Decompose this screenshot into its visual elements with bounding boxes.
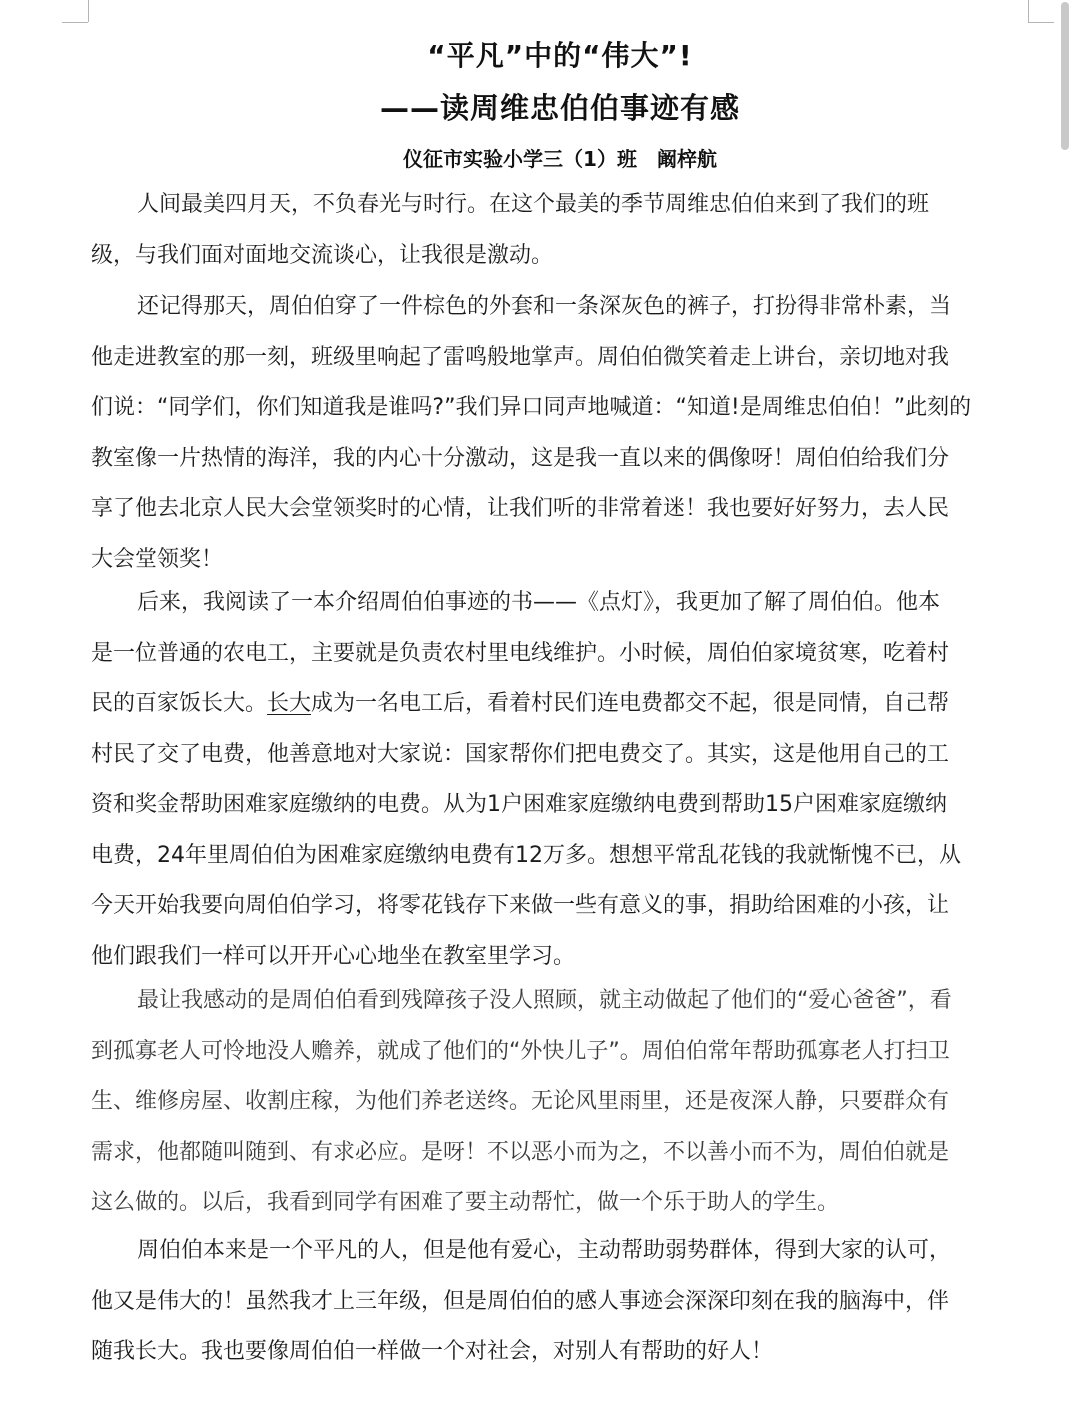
crop-mark-top-right (1028, 0, 1029, 22)
paragraph-line: 这么做的。以后，我看到同学有困难了要主动帮忙，做一个乐于助人的学生。 (91, 1190, 840, 1215)
paragraph-line: 到孤寡老人可怜地没人赡养，就成了他们的“外快儿子”。周伯伯常年帮助孤寡老人打扫卫 (91, 1038, 950, 1064)
paragraph-3 (91, 578, 1035, 982)
paragraph-line: 需求，他都随叫随到、有求必应。是呀！不以恶小而为之，不以善小而不为，周伯伯就是 (91, 1139, 950, 1165)
document-subtitle: ——读周维忠伯伯事迹有感 (379, 91, 740, 125)
paragraph-line: 电费，24年里周伯伯为困难家庭缴纳电费有12万多。想想平常乱花钱的我就惭愧不已，从 (91, 842, 961, 868)
document-title: “平凡”中的“伟大”! (427, 39, 693, 72)
paragraph-line: 人间最美四月天，不负春光与时行。在这个最美的季节周维忠伯伯来到了我们的班 (137, 192, 930, 217)
paragraph-line: 他们跟我们一样可以开开心心地坐在教室里学习。 (91, 943, 576, 969)
paragraph-line: 他又是伟大的！虽然我才上三年级，但是周伯伯的感人事迹会深深印刻在我的脑海中，伴 (91, 1288, 950, 1314)
paragraph-line: 最让我感动的是周伯伯看到残障孩子没人照顾，就主动做起了他们的“爱心爸爸”，看 (137, 988, 952, 1013)
line-segment: 成为一名电工后，看着村民们连电费都交不起，很是同情，自己帮 (311, 691, 950, 716)
crop-mark-top-left (62, 22, 88, 23)
paragraph-line: 是一位普通的农电工，主要就是负责农村里电线维护。小时候，周伯伯家境贫寒，吃着村 (91, 640, 950, 666)
crop-mark-top-left (88, 0, 89, 22)
paragraph-line: 周伯伯本来是一个平凡的人，但是他有爱心，主动帮助弱势群体，得到大家的认可， (137, 1238, 952, 1263)
paragraph-line: 们说：“同学们，你们知道我是谁吗?”我们异口同声地喊道：“知道!是周维忠伯伯！”此刻的 (91, 395, 972, 420)
paragraph-line (91, 679, 1035, 730)
paragraph-1 (91, 180, 1035, 281)
crop-mark-top-right (1028, 22, 1054, 23)
paragraph-line: 还记得那天，周伯伯穿了一件棕色的外套和一条深灰色的裤子，打扮得非常朴素，当 (137, 294, 952, 319)
paragraph-2 (91, 282, 1035, 585)
paragraph-line: 他走进教室的那一刻，班级里响起了雷鸣般地掌声。周伯伯微笑着走上讲台，亲切地对我 (91, 344, 950, 370)
vertical-scrollbar[interactable] (1059, 0, 1071, 1412)
author-byline: 仪征市实验小学三（1）班 阚梓航 (403, 147, 717, 171)
line-segment: 民的百家饭长大。 (91, 691, 268, 716)
paragraph-5 (91, 1226, 1035, 1378)
paragraph-line: 教室像一片热情的海洋，我的内心十分激动，这是我一直以来的偶像呀！周伯伯给我们分 (91, 445, 950, 471)
paragraph-line: 资和奖金帮助困难家庭缴纳的电费。从为1户困难家庭缴纳电费到帮助15户困难家庭缴纳 (91, 792, 947, 817)
paragraph-line: 享了他去北京人民大会堂领奖时的心情，让我们听的非常着迷！我也要好好努力，去人民 (91, 496, 950, 521)
paragraph-line: 随我长大。我也要像周伯伯一样做一个对社会，对别人有帮助的好人！ (91, 1339, 774, 1364)
paragraph-line: 生、维修房屋、收割庄稼，为他们养老送终。无论风里雨里，还是夜深人静，只要群众有 (91, 1089, 950, 1114)
paragraph-4 (91, 976, 1035, 1229)
scrollbar-thumb[interactable] (1061, 2, 1069, 150)
paragraph-line: 级，与我们面对面地交流谈心，让我很是激动。 (91, 242, 554, 268)
paragraph-line: 后来，我阅读了一本介绍周伯伯事迹的书——《点灯》，我更加了解了周伯伯。他本 (137, 590, 941, 615)
paragraph-line: 今天开始我要向周伯伯学习，将零花钱存下来做一些有意义的事，捐助给困难的小孩，让 (91, 893, 950, 918)
underlined-word: 长大 (267, 691, 312, 716)
paragraph-line: 大会堂领奖！ (91, 546, 224, 572)
paragraph-line: 村民了交了电费，他善意地对大家说：国家帮你们把电费交了。其实，这是他用自己的工 (91, 741, 950, 767)
